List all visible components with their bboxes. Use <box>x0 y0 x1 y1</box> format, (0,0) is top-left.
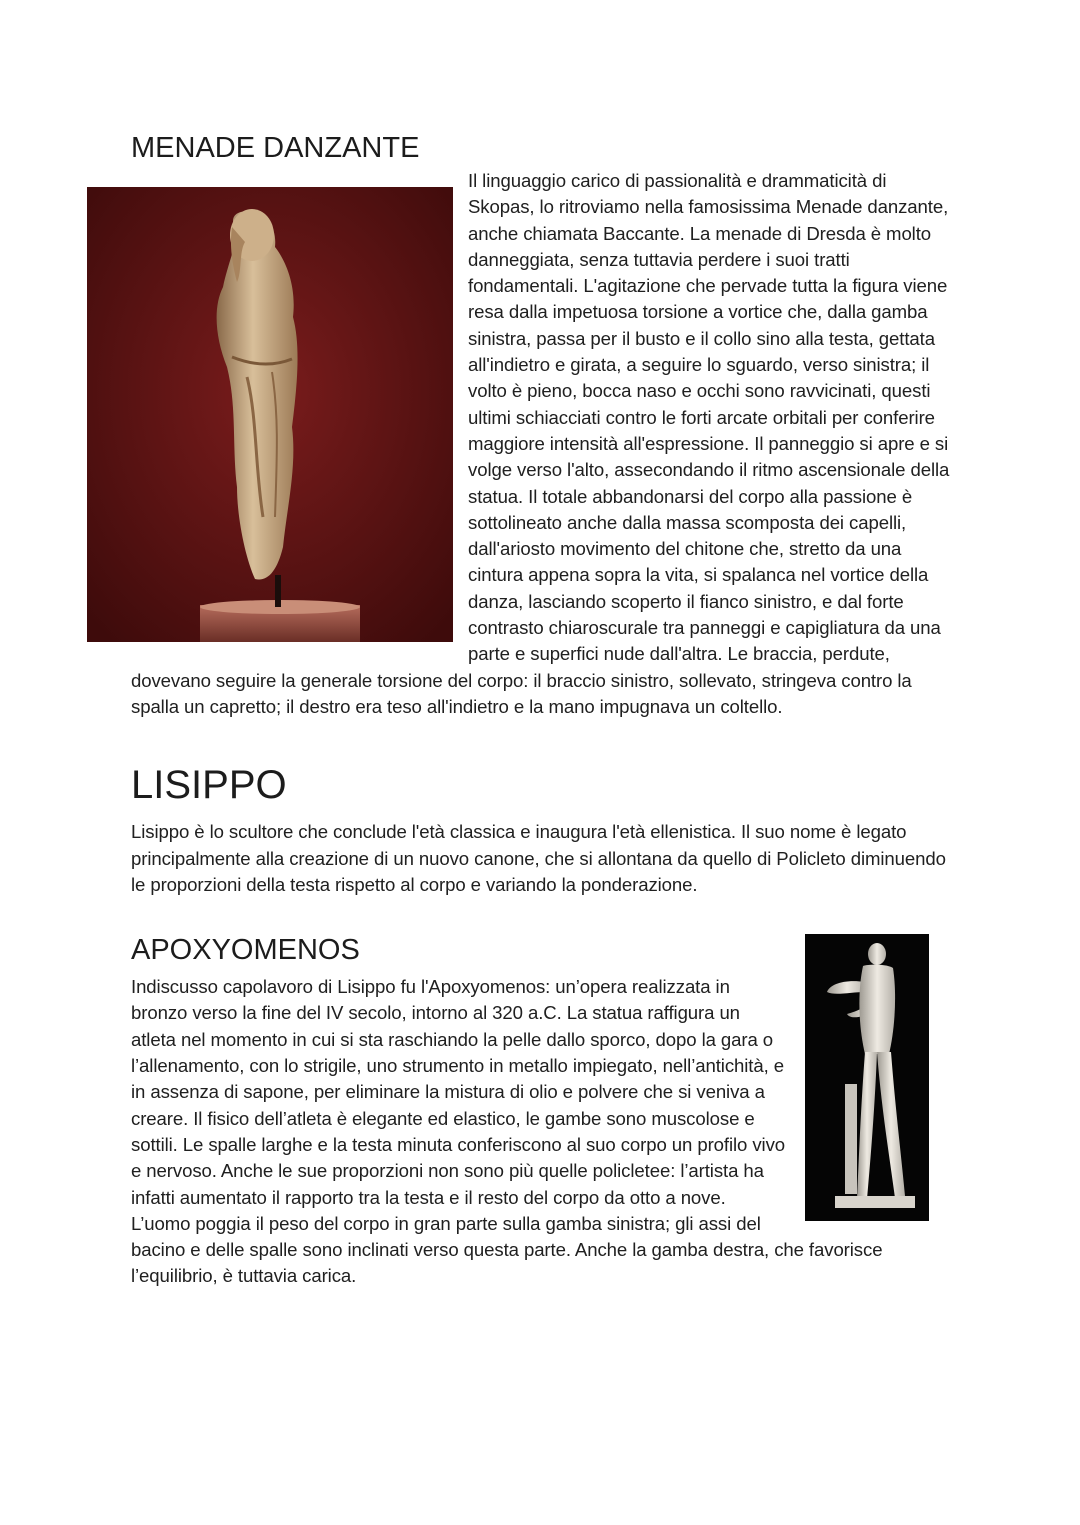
document-content <box>131 128 951 1290</box>
section-apoxyomenos <box>131 930 951 1290</box>
section-menade-danzante <box>131 128 951 720</box>
section-lisippo <box>131 760 951 898</box>
menade-paragraph: Il linguaggio carico di passionalità e drammaticità di Skopas, lo ritroviamo nella famosissima Menade danzante, anche chiamata Baccante. La menade di Dresda è molto danneggiata, senza tuttavia perdere i suoi tratti fondamentali. L'agitazione che pervade tutta la figura viene resa dalla impetuosa torsione a vortice che, dalla gamba sinistra, passa per il busto e il collo sino alla testa, gettata all'indietro e girata, a seguire lo sguardo, verso sinistra; il volto è pieno, bocca naso e occhi sono ravvicinati, questi ultimi schiacciati contro le forti arcate orbitali per conferire maggiore intensità all'espressione. Il panneggio si apre e si volge verso l'alto, assecondando il ritmo ascensionale della statua. Il totale abbandonarsi del corpo alla passione è sottolineato anche dalla massa scomposta dei capelli, dall'ariosto movimento del chitone che, stretto da una cintura appena sopra la vita, si spalanca nel vortice della danza, lasciando scoperto il fianco sinistro, e dal forte contrasto chiaroscurale tra panneggi e capigliatura da una parte e superfici nude dall'altra. Le braccia, perdute, dovevano seguire la generale torsione del corpo: il braccio sinistro, sollevato, stringeva contro la spalla un capretto; il destro era teso all'indietro e la mano impugnava un coltello. <box>131 170 950 717</box>
apoxyomenos-statue-illustration <box>805 934 929 1221</box>
apoxyomenos-paragraph: Indiscusso capolavoro di Lisippo fu l'Apoxyomenos: un’opera realizzata in bronzo verso la fine del IV secolo, intorno al 320 a.C. La statua raffigura un atleta nel momento in cui si sta raschiando la pelle dallo sporco, dopo la gara o l’allenamento, con lo strigile, uno strumento in metallo impiegato, nell’antichità, e in assenza di sapone, per eliminare la mistura di olio e polvere che si veniva a creare. Il fisico dell’atleta è elegante ed elastico, le gambe sono muscolose e sottili. Le spalle larghe e la testa minuta conferiscono al suo corpo un profilo vivo e nervoso. Anche le sue proporzioni non sono più quelle policletee: l’artista ha infatti aumentato il rapporto tra la testa e il resto del corpo da otto a nove. L’uomo poggia il peso del corpo in gran parte sulla gamba sinistra; gli assi del bacino e delle spalle sono inclinati verso questa parte. Anche la gamba destra, che favorisce l’equilibrio, è tuttavia carica. <box>131 976 883 1287</box>
menade-statue-photo <box>87 187 453 642</box>
menade-statue-illustration <box>87 187 453 642</box>
section-title-menade: MENADE DANZANTE <box>131 132 420 164</box>
section-title-lisippo: LISIPPO <box>131 763 287 808</box>
section-title-apoxyomenos: APOXYOMENOS <box>131 934 360 967</box>
apoxyomenos-statue-photo <box>805 934 929 1221</box>
lisippo-paragraph: Lisippo è lo scultore che conclude l'età classica e inaugura l'età ellenistica. Il suo nome è legato principalmente alla creazione di un nuovo canone, che si allontana da quello di Policleto diminuendo le proporzioni della testa rispetto al corpo e variando la ponderazione. <box>131 821 946 895</box>
